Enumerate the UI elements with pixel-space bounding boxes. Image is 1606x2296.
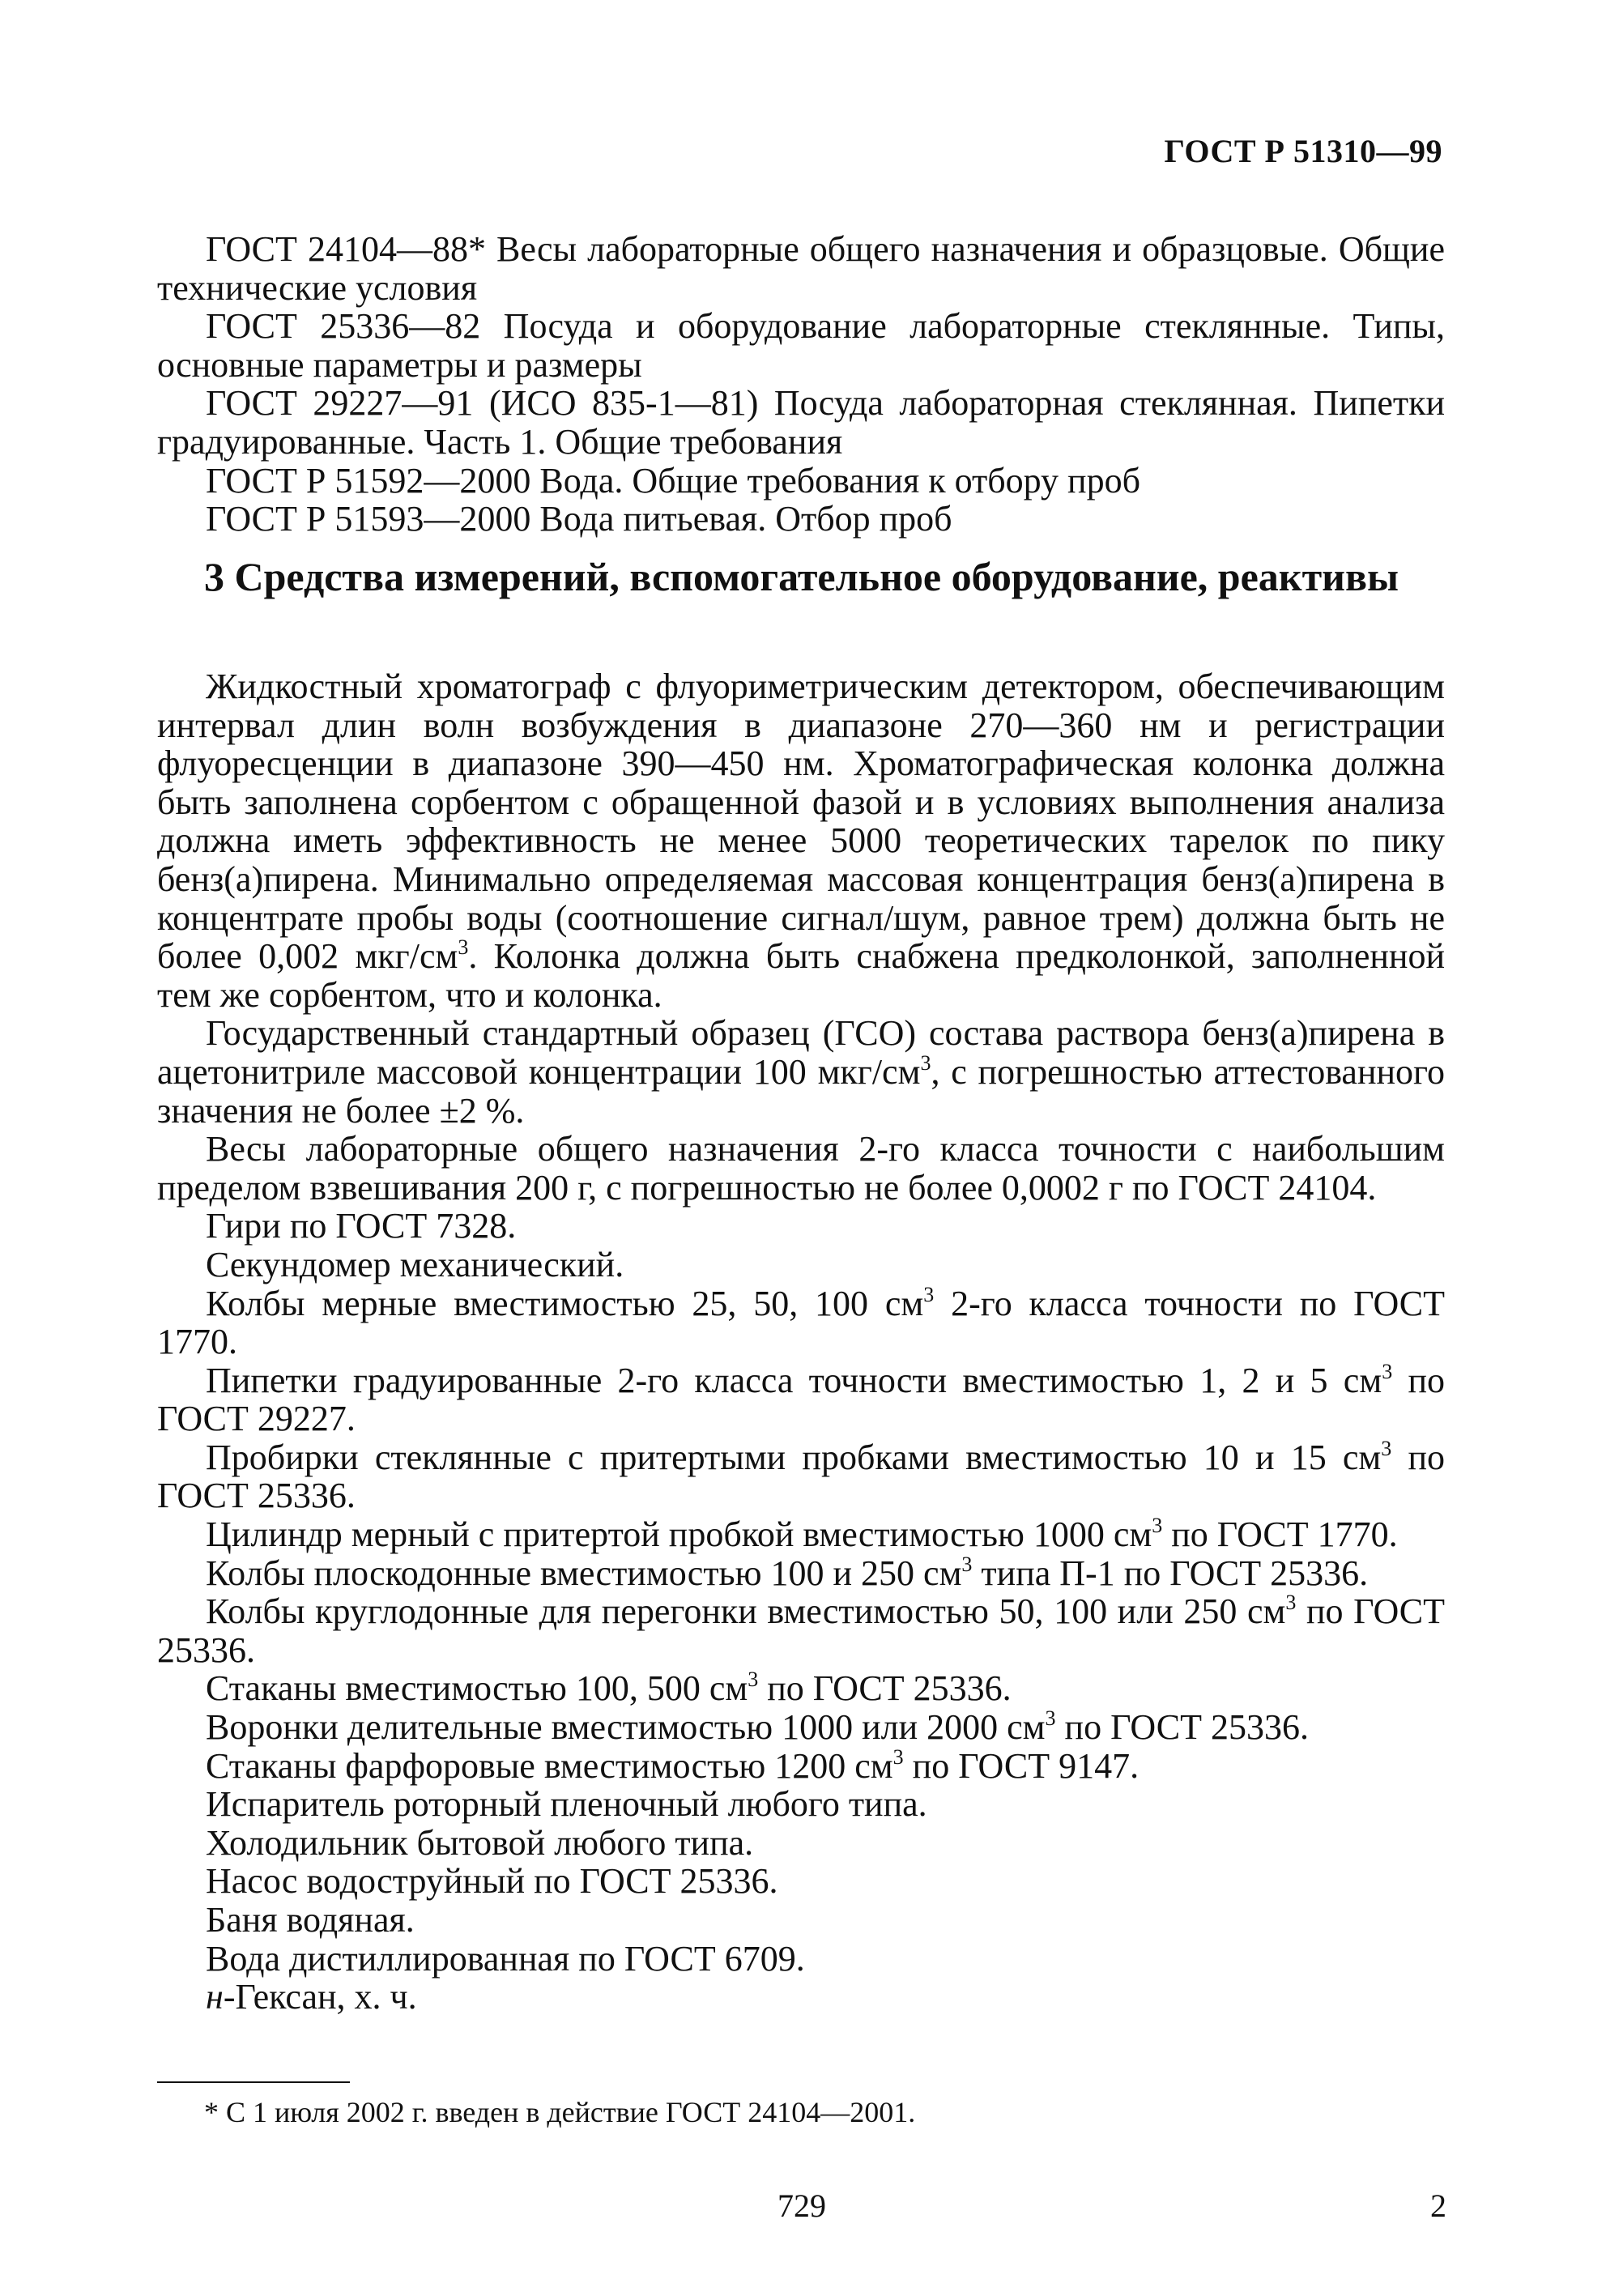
paragraph-hexane: н-Гексан, х. ч. [206, 1977, 417, 2017]
section-heading: 3 Средства измерений, вспомогательное оборудование, реактивы [204, 554, 1399, 599]
paragraph-porcelain-beakers: Стаканы фарфоровые вместимостью 1200 $см^3$ по ГОСТ 9147. [206, 1744, 1140, 1786]
page-number: 729 [777, 2187, 826, 2224]
paragraph-separatory-funnels: Воронки делительные вместимостью 1000 или 2000 $см^3$ по ГОСТ 25336. [206, 1706, 1309, 1748]
footnote-divider [157, 2081, 350, 2083]
document-code-header: ГОСТ Р 51310—99 [1164, 133, 1442, 169]
paragraph-scales: Весы лабораторные общего назначения 2-го класса точности с наибольшим пределом взвешивания 200 г, с погрешностью не более 0,0002 г по ГОСТ 24104. [157, 1129, 1445, 1208]
paragraph-beakers: Стаканы вместимостью 100, 500 $см^3$ по ГОСТ 25336. [206, 1668, 1012, 1709]
reference-line: ГОСТ Р 51592—2000 Вода. Общие требования к отбору проб [206, 460, 1140, 501]
paragraph-distilled-water: Вода дистиллированная по ГОСТ 6709. [206, 1938, 805, 1979]
paragraph-flat-flasks: Колбы плоскодонные вместимостью 100 и 250 $см^3$ типа П-1 по ГОСТ 25336. [206, 1552, 1369, 1593]
reference-line: ГОСТ 29227—91 (ИСО 835-1—81) Посуда лабораторная стеклянная. Пипетки градуированные. Часть 1. Общие требования [157, 383, 1445, 462]
reference-line: ГОСТ 24104—88* Весы лабораторные общего назначения и образцовые. Общие технические условия [157, 229, 1445, 308]
paragraph-test-tubes: Пробирки стеклянные с притертыми пробками вместимостью 10 и 15 $см^3$ по ГОСТ 25336. [157, 1436, 1445, 1516]
paragraph-volumetric-flasks: Колбы мерные вместимостью 25, 50, 100 $см^3$ 2-го класса точности по ГОСТ 1770. [157, 1282, 1445, 1362]
paragraph-water-bath: Баня водяная. [206, 1900, 415, 1940]
paragraph-round-flasks: Колбы круглодонные для перегонки вместимостью 50, 100 или 250 $см^3$ по ГОСТ 25336. [157, 1591, 1445, 1670]
normative-references [157, 230, 1445, 539]
paragraph-stopwatch: Секундомер механический. [206, 1244, 624, 1284]
reference-line: ГОСТ Р 51593—2000 Вода питьевая. Отбор проб [206, 499, 952, 539]
paragraph-reference-sample: Государственный стандартный образец (ГСО) состава раствора бенз(а)пирена в ацетонитриле массовой концентрации 100 мкг/$см^3$, с погрешностью аттестованного значения не более ±2 %. [157, 1013, 1445, 1131]
paragraph-chromatograph: Жидкостный хроматограф с флуориметрическим детектором, обеспечивающим интервал длин волн возбуждения в диапазоне 270—360 нм и регистрации флуоресценции в диапазоне 390—450 нм. Хроматографическая колонка должна быть заполнена сорбентом с обращенной фазой и в условиях выполнения анализа должна иметь эффективность не менее 5000 теоретических тарелок по пику бенз(а)пирена. Минимально определяемая массовая концентрация бенз(а)пирена в концентрате пробы воды (соотношение сигнал/шум, равное трем) должна быть не более 0,002 мкг/$см^3$. Колонка должна быть снабжена предколонкой, заполненной тем же сорбентом, что и колонка. [157, 667, 1445, 1015]
paragraph-weights: Гири по ГОСТ 7328. [206, 1206, 517, 1246]
paragraph-pipettes: Пипетки градуированные 2-го класса точности вместимостью 1, 2 и 5 $см^3$ по ГОСТ 29227. [157, 1359, 1446, 1439]
footnote: * С 1 июля 2002 г. введен в действие ГОСТ 24104—2001. [204, 2096, 916, 2128]
paragraph-cylinder: Цилиндр мерный с притертой пробкой вместимостью 1000 $см^3$ по ГОСТ 1770. [206, 1514, 1398, 1555]
section-body [157, 667, 1445, 2017]
paragraph-rotary-evaporator: Испаритель роторный пленочный любого типа. [206, 1784, 927, 1825]
sheet-number: 2 [1430, 2187, 1446, 2224]
paragraph-refrigerator: Холодильник бытовой любого типа. [206, 1822, 754, 1863]
reference-line: ГОСТ 25336—82 Посуда и оборудование лабораторные стеклянные. Типы, основные параметры и размеры [157, 306, 1445, 385]
paragraph-water-pump: Насос водоструйный по ГОСТ 25336. [206, 1861, 778, 1902]
